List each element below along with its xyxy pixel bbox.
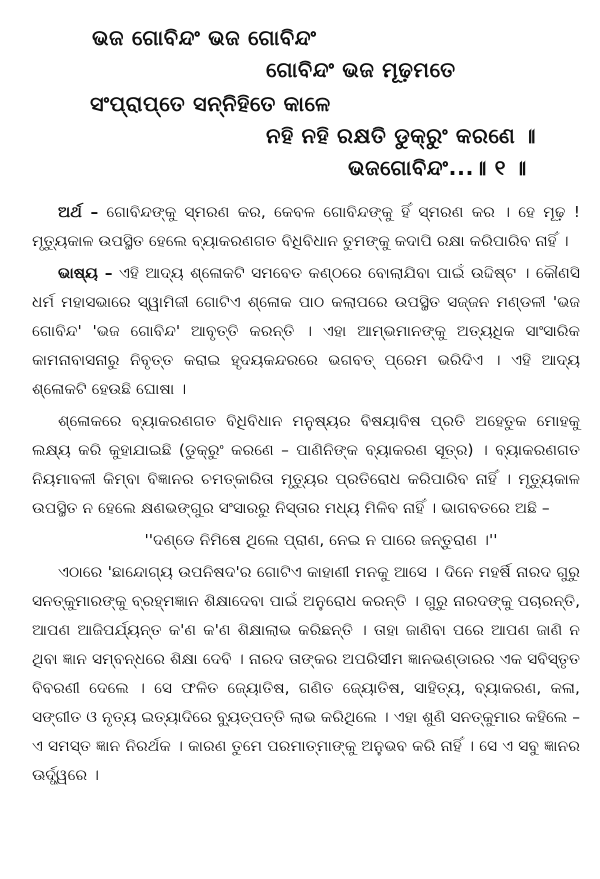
verse-line-1: ଭଜ ଗୋବିନ୍ଦଂ ଭଜ ଗୋବିନ୍ଦଂ: [92, 26, 317, 50]
commentary-text: ଏହି ଆଦ୍ୟ ଶ୍ଳୋକଟି ସମବେତ କଣ୍ଠରେ ବୋଲାଯିବା ପାଇଁ ଉଦ୍ଦିଷ୍ଟ । କୌଣସି ଧର୍ମ ମହାସଭାରେ ସ୍ୱାମିଜୀ ଗୋଟିଏ ଶ୍ଳୋକ ପାଠ କଲାପରେ ଉପସ୍ଥିତ ସଜ୍ଜନ ମଣ୍ଡଳୀ 'ଭଜ ଗୋବିନ୍ଦ' 'ଭଜ ଗୋବିନ୍ଦ' ଆବୃତ୍ତି କରନ୍ତି । ଏହା ଆମ୍ଭମାନଙ୍କୁ ଅତ୍ୟଧିକ ସାଂସାରିକ କାମନାବାସନାରୁ ନିବୃତ୍ତ କରାଇ ହୃଦୟକନ୍ଦରରେ ଭଗବତ୍ ପ୍ରେମ ଭରିଦିଏ । ଏହି ଆଦ୍ୟ ଶ୍ଳୋକଟି ହେଉଛି ଘୋଷା ।: [32, 264, 580, 398]
bhagavata-quote: ''ଦଣ୍ଡେ ନିମିଷେ ଥିଲେ ପ୍ରାଣ, ନେଇ ନ ପାରେ ଜନ୍ତୁରାଣ ।'': [144, 531, 498, 549]
verse-line-3: ସଂପ୍ରାପ୍ତେ ସନ୍ନିହିତେ କାଳେ: [90, 92, 331, 116]
meaning-label: ଅର୍ଥ –: [58, 203, 99, 221]
verse-line-4: ନହି ନହି ରକ୍ଷତି ଡୁକ୍ରୁଂ କରଣେ ॥: [266, 124, 536, 148]
meaning-text: ଗୋବିନ୍ଦଙ୍କୁ ସ୍ମରଣ କର, କେବଳ ଗୋବିନ୍ଦଙ୍କୁ ହିଁ ସ୍ମରଣ କର । ହେ ମୂଢ଼ ! ମୃତ୍ୟୁକାଳ ଉପସ୍ଥିତ ହେଲେ ବ୍ୟାକରଣଗତ ବିଧିବିଧାନ ତୁମଙ୍କୁ କଦାପି ରକ୍ଷା କରିପାରିବ ନାହିଁ ।: [32, 203, 580, 250]
upanishad-paragraph: [32, 558, 580, 790]
commentary-paragraph: [32, 259, 580, 404]
body-text: [32, 198, 580, 793]
grammar-paragraph: [32, 407, 580, 523]
meaning-paragraph: [32, 198, 580, 256]
verse-line-2: ଗୋବିନ୍ଦଂ ଭଜ ମୂଢ଼ମତେ: [266, 58, 456, 82]
grammar-text: ଶ୍ଳୋକରେ ବ୍ୟାକରଣଗତ ବିଧିବିଧାନ ମନୁଷ୍ୟର ବିଷୟାବିଷ ପ୍ରତି ଅହେତୁକ ମୋହକୁ ଲକ୍ଷ୍ୟ କରି କୁହାଯାଇଛି (ଡୁକ୍ରୁଂ କରଣେ – ପାଣିନିଙ୍କ ବ୍ୟାକରଣ ସୂତ୍ର) । ବ୍ୟାକରଣଗତ ନିୟମାବଳୀ କିମ୍ବା ବିଜ୍ଞାନର ଚମତ୍କାରିତା ମୃତ୍ୟୁର ପ୍ରତିରୋଧ କରିପାରିବ ନାହିଁ । ମୃତ୍ୟୁକାଳ ଉପସ୍ଥିତ ନ ହେଲେ କ୍ଷଣଭଙ୍ଗୁର ସଂସାରରୁ ନିସ୍ତାର ମଧ୍ୟ ମିଳିବ ନାହିଁ । ଭାଗବତରେ ଅଛି –: [32, 412, 580, 517]
verse-line-5: ଭଜଗୋବିନ୍ଦଂ...॥ ୧ ॥: [348, 156, 527, 180]
commentary-label: ଭାଷ୍ୟ –: [58, 264, 113, 282]
upanishad-text: ଏଠାରେ 'ଛାନ୍ଦୋଗ୍ୟ ଉପନିଷଦ'ର ଗୋଟିଏ କାହାଣୀ ମନକୁ ଆସେ । ଦିନେ ମହର୍ଷି ନାରଦ ଗୁରୁ ସନତ୍‌କୁମାରଙ୍କୁ ବ୍ରହ୍ମଜ୍ଞାନ ଶିକ୍ଷାଦେବା ପାଇଁ ଅନୁରୋଧ କରନ୍ତି । ଗୁରୁ ନାରଦଙ୍କୁ ପଚାରନ୍ତି, ଆପଣ ଆଜିପର୍ଯ୍ୟନ୍ତ କ'ଣ କ'ଣ ଶିକ୍ଷାଲାଭ କରିଛନ୍ତି । ତାହା ଜାଣିବା ପରେ ଆପଣ ଜାଣି ନ ଥିବା ଜ୍ଞାନ ସମ୍ବନ୍ଧରେ ଶିକ୍ଷା ଦେବି । ନାରଦ ତାଙ୍କର ଅପରିସୀମ ଜ୍ଞାନଭଣ୍ଡାରର ଏକ ସବିସ୍ତୃତ ବିବରଣୀ ଦେଲେ । ସେ ଫଳିତ ଜ୍ୟୋତିଷ, ଗଣିତ ଜ୍ୟୋତିଷ, ସାହିତ୍ୟ, ବ୍ୟାକରଣ, କଳା, ସଙ୍ଗୀତ ଓ ନୃତ୍ୟ ଇତ୍ୟାଦିରେ ବ୍ୟୁତ୍ପତ୍ତି ଲାଭ କରିଥିଲେ । ଏହା ଶୁଣି ସନତ୍‌କୁମାର କହିଲେ – ଏ ସମସ୍ତ ଜ୍ଞାନ ନିରର୍ଥକ । କାରଣ ତୁମେ ପରମାତ୍ମାଙ୍କୁ ଅନୁଭବ କରି ନାହିଁ । ସେ ଏ ସବୁ ଜ୍ଞାନର ଊର୍ଦ୍ଧ୍ୱରେ ।: [32, 563, 580, 784]
